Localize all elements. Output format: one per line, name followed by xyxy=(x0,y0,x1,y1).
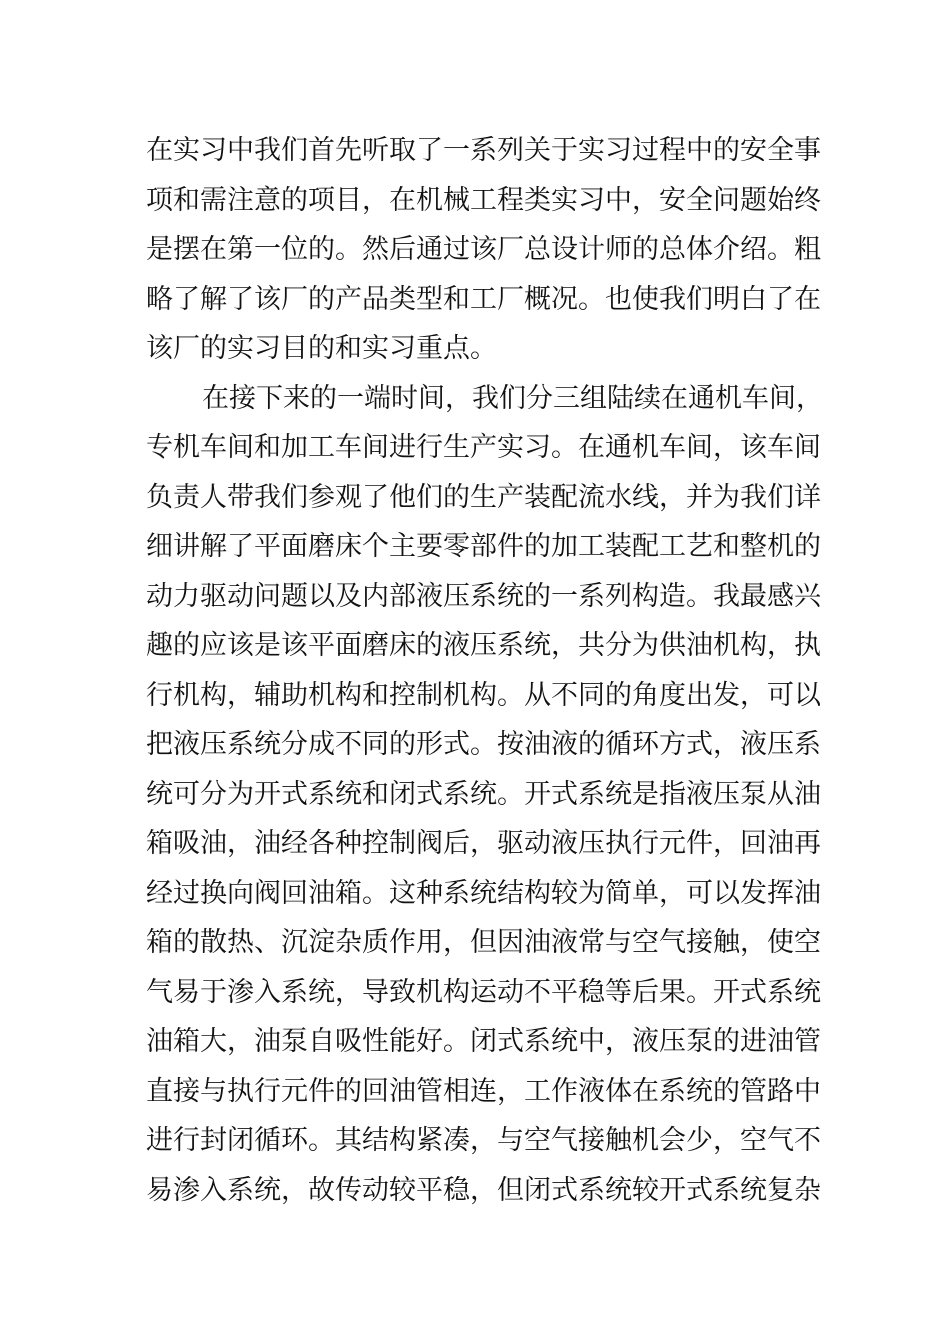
text-line: 项和需注意的项目，在机械工程类实习中，安全问题始终 xyxy=(146,184,821,216)
text-line: 该厂的实习目的和实习重点。 xyxy=(146,333,497,364)
paragraph-1 xyxy=(146,126,821,374)
text-line: 在实习中我们首先听取了一系列关于实习过程中的安全事 xyxy=(146,135,821,166)
text-line: 专机车间和加工车间进行生产实习。在通机车间，该车间 xyxy=(146,432,821,463)
text-line: 动力驱动问题以及内部液压系统的一系列构造。我最感兴 xyxy=(146,580,821,612)
text-line: 箱的散热、沉淀杂质作用，但因油液常与空气接触，使空 xyxy=(146,927,821,958)
text-line: 行机构，辅助机构和控制机构。从不同的角度出发，可以 xyxy=(146,679,821,711)
text-line: 箱吸油，油经各种控制阀后，驱动液压执行元件，回油再 xyxy=(146,828,821,859)
text-line: 经过换向阀回油箱。这种系统结构较为简单，可以发挥油 xyxy=(146,877,821,909)
text-line: 易渗入系统，故传动较平稳，但闭式系统较开式系统复杂 xyxy=(146,1174,821,1206)
text-line: 进行封闭循环。其结构紧凑，与空气接触机会少，空气不 xyxy=(146,1125,821,1156)
text-line: 细讲解了平面磨床个主要零部件的加工装配工艺和整机的 xyxy=(146,531,821,562)
text-line: 把液压系统分成不同的形式。按油液的循环方式，液压系 xyxy=(146,729,821,760)
text-line: 统可分为开式系统和闭式系统。开式系统是指液压泵从油 xyxy=(146,778,821,810)
text-line: 负责人带我们参观了他们的生产装配流水线，并为我们详 xyxy=(146,481,821,513)
text-line: 直接与执行元件的回油管相连，工作液体在系统的管路中 xyxy=(146,1075,821,1107)
body-text xyxy=(146,126,823,1215)
text-line: 气易于渗入系统，导致机构运动不平稳等后果。开式系统 xyxy=(146,976,821,1008)
text-line: 油箱大，油泵自吸性能好。闭式系统中，液压泵的进油管 xyxy=(146,1026,821,1057)
text-line: 趣的应该是该平面磨床的液压系统，共分为供油机构，执 xyxy=(146,630,821,661)
paragraph-2 xyxy=(146,374,823,1216)
text-line: 略了解了该厂的产品类型和工厂概况。也使我们明白了在 xyxy=(146,283,821,315)
text-line: 是摆在第一位的。然后通过该厂总设计师的总体介绍。粗 xyxy=(146,234,821,265)
text-line-indented: 在接下来的一端时间，我们分三组陆续在通机车间， xyxy=(202,382,823,414)
